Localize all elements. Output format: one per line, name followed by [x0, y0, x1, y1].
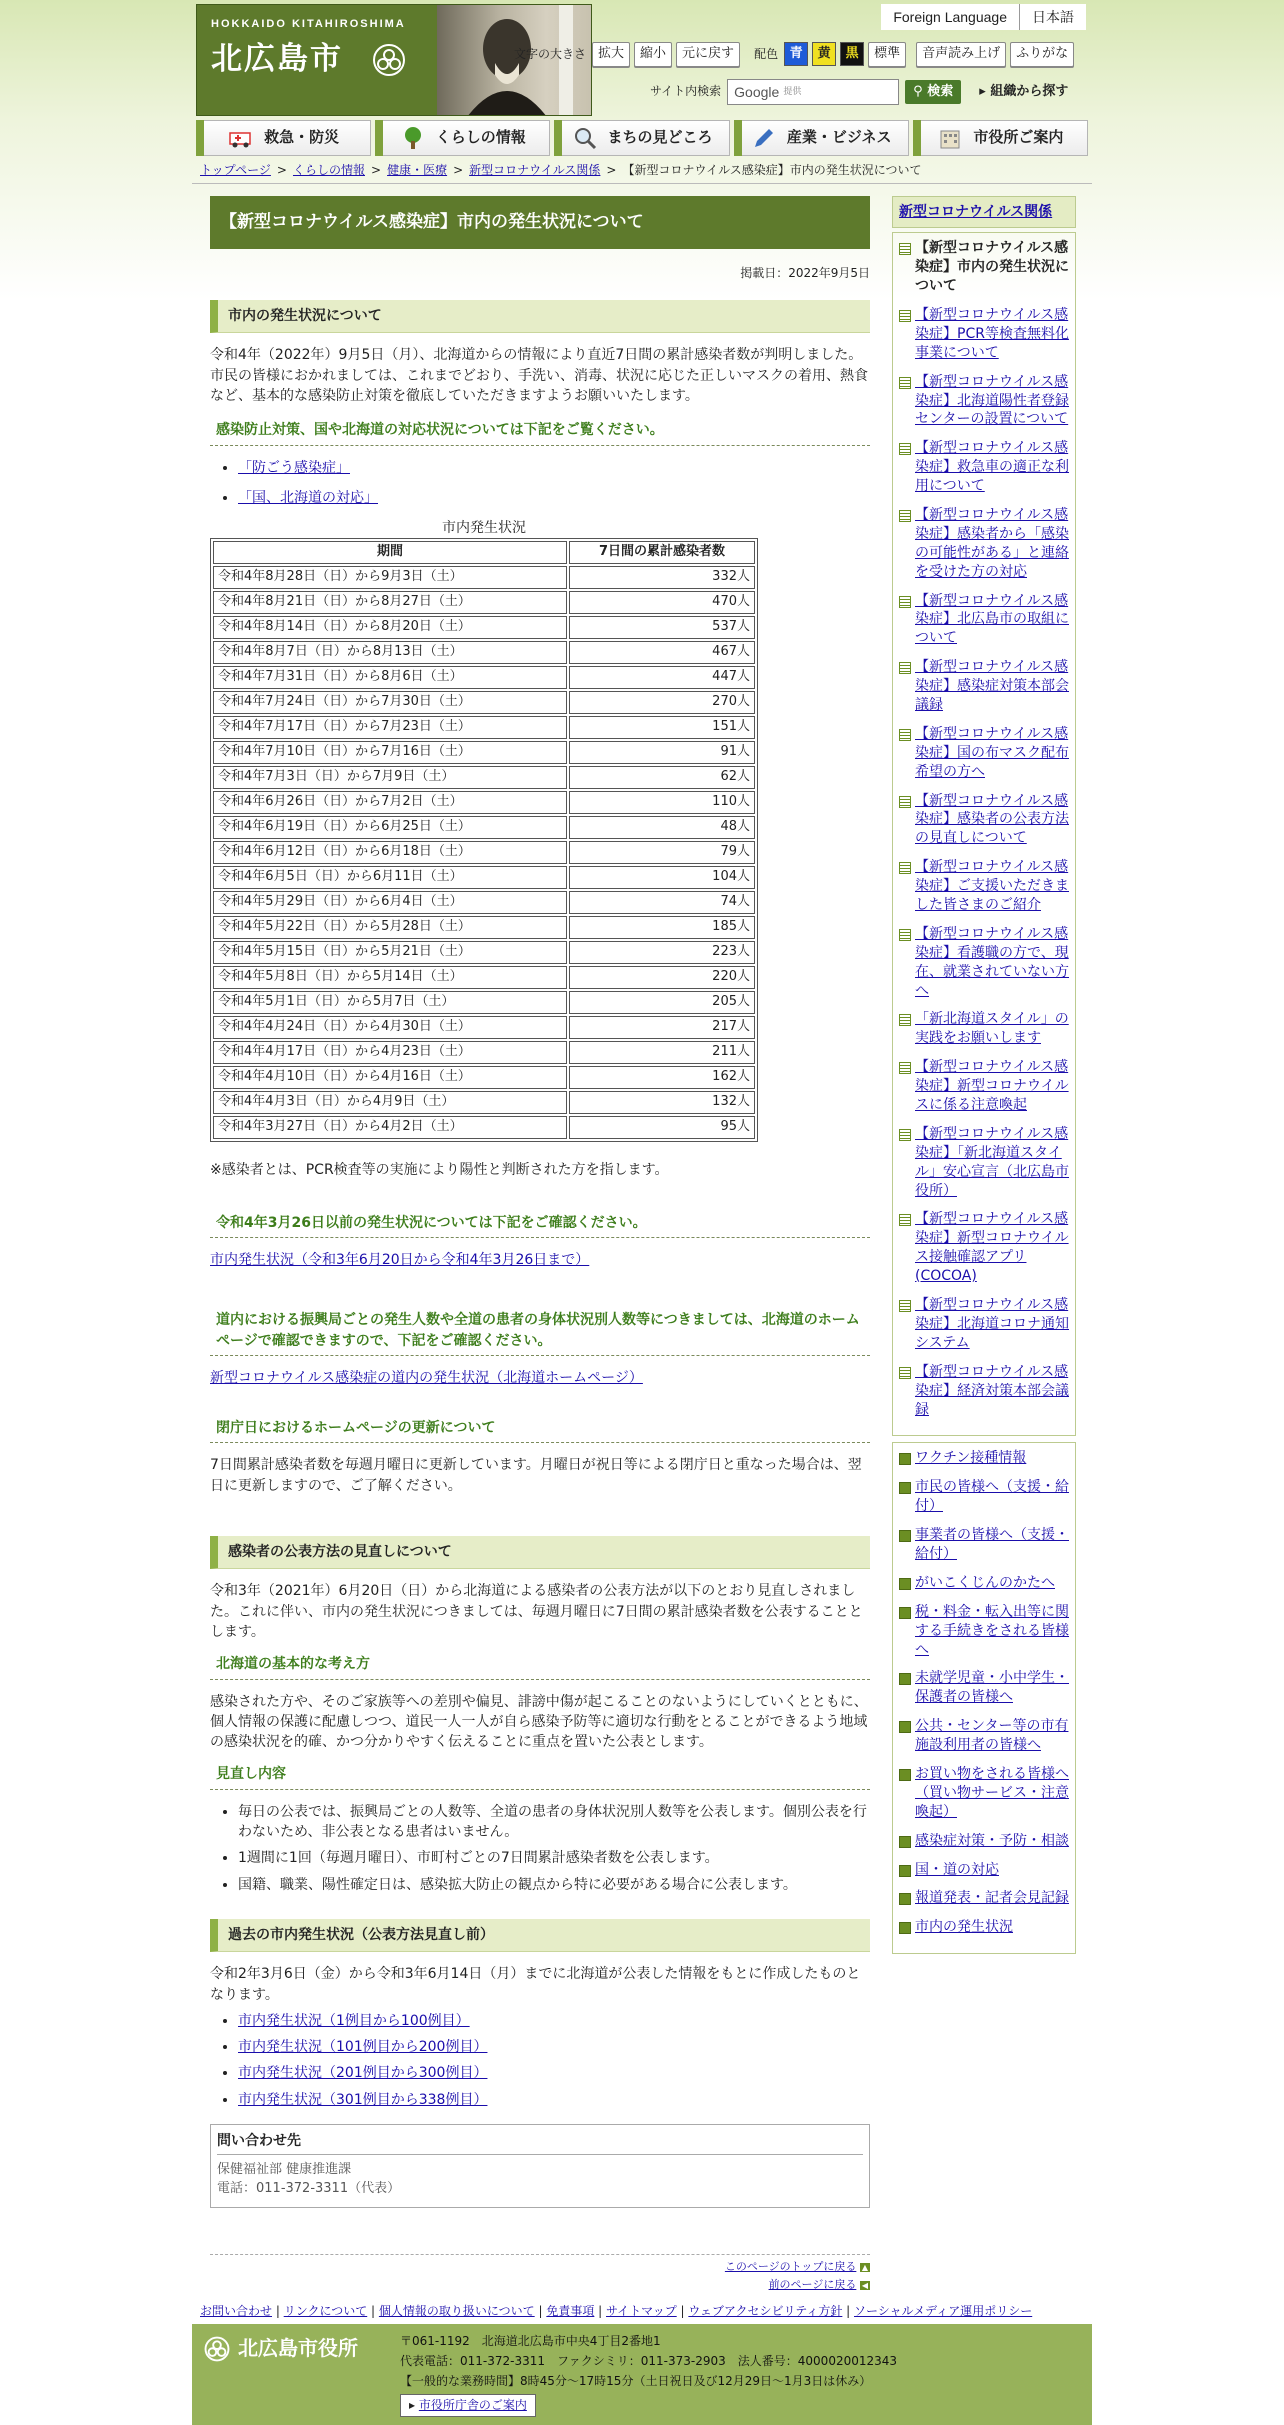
period-cell: 令和4年8月7日（日）から8月13日（土）	[213, 641, 567, 664]
page-bullet-icon	[899, 443, 911, 455]
arrow-right-icon: ▸	[409, 2398, 419, 2412]
page-bullet-icon	[899, 729, 911, 741]
past-status-link-1[interactable]: 市内発生状況（1例目から100例目）	[238, 2012, 470, 2029]
font-enlarge-button[interactable]: 拡大	[592, 42, 630, 67]
period-cell: 令和4年5月1日（日）から5月7日（土）	[213, 991, 567, 1014]
sidebar-item-link[interactable]: 【新型コロナウイルス感染症】新型コロナウイルス接触確認アプリ(COCOA)	[915, 1211, 1069, 1285]
sidebar-item-link[interactable]: 市民の皆様へ（支援・給付）	[915, 1479, 1069, 1515]
sidebar-item[interactable]	[899, 1010, 1069, 1048]
sidebar-item[interactable]	[899, 858, 1069, 915]
table-row	[213, 1091, 755, 1114]
sidebar-item-link[interactable]: 【新型コロナウイルス感染症】救急車の適正な利用について	[915, 440, 1069, 495]
global-nav	[196, 120, 1088, 156]
table-row	[213, 766, 755, 789]
square-bullet-icon	[899, 1453, 911, 1465]
contact-department: 保健福祉部 健康推進課	[217, 2162, 352, 2178]
past-status-link-2[interactable]: 市内発生状況（101例目から200例目）	[238, 2039, 488, 2056]
square-bullet-icon	[899, 1865, 911, 1877]
footer-link-separator: |	[842, 2304, 855, 2318]
breadcrumb-separator: >	[276, 163, 287, 177]
period-cell: 令和4年6月26日（日）から7月2日（土）	[213, 791, 567, 814]
color-standard-button[interactable]: 標準	[868, 42, 906, 67]
gnav-cityhall[interactable]	[913, 120, 1088, 156]
org-search-link[interactable]	[979, 83, 1068, 102]
published-date: 掲載日：2022年9月5日	[740, 265, 870, 280]
count-cell: 223人	[569, 941, 755, 964]
hokkaido-policy-paragraph: 感染された方や、そのご家族等への差別や偏見、誹謗中傷が起こることのないようにしていくとともに、個人情報の保護に配慮しつつ、道民一人一人が自ら感染予防等に適切な行動をとることができるよう地域の感染状況を的確、かつ分かりやすく伝えることに重点を置いた公表とします。	[210, 1693, 868, 1751]
table-row	[213, 891, 755, 914]
sidebar-item[interactable]	[899, 1296, 1069, 1353]
contact-phone: 電話：011-372-3311（代表）	[217, 2181, 401, 2197]
footer-link-separator: |	[676, 2304, 689, 2318]
building-icon	[937, 125, 963, 151]
period-cell: 令和4年4月3日（日）から4月9日（土）	[213, 1091, 567, 1114]
square-bullet-icon	[899, 1836, 911, 1848]
japanese-link[interactable]: 日本語	[1019, 4, 1086, 30]
breadcrumb	[200, 162, 922, 179]
sidebar-item-link[interactable]: 【新型コロナウイルス感染症】感染症対策本部会議録	[915, 659, 1069, 713]
section-heading-past-status: 過去の市内発生状況（公表方法見直し前）	[210, 1919, 870, 1952]
sidebar-item[interactable]	[899, 439, 1069, 496]
search-placeholder: Google	[734, 83, 780, 100]
table-row	[213, 841, 755, 864]
sidebar-item[interactable]	[899, 1478, 1069, 1516]
column-header-count: 7日間の累計感染者数	[569, 541, 755, 564]
arrow-right-icon: ▸	[979, 83, 991, 99]
count-cell: 151人	[569, 716, 755, 739]
back-arrow-icon: ◀	[861, 2280, 868, 2290]
period-cell: 令和4年4月24日（日）から4月30日（土）	[213, 1016, 567, 1039]
count-cell: 104人	[569, 866, 755, 889]
count-cell: 467人	[569, 641, 755, 664]
publication-paragraph: 令和3年（2021年）6月20日（日）から北海道による感染者の公表方法が以下のとおり見直しされました。これに伴い、市内の発生状況につきましては、毎週月曜日に7日間の累計感染者数を公表することとします。	[210, 1583, 863, 1640]
column-header-period: 期間	[213, 541, 567, 564]
past-status-link-3[interactable]: 市内発生状況（201例目から300例目）	[238, 2065, 488, 2082]
footer-hours: 【一般的な業務時間】8時45分～17時15分（土日祝日及び12月29日～1月3日は休み）	[400, 2373, 872, 2388]
sidebar-item-link[interactable]: お買い物をされる皆様へ（買い物サービス・注意喚起）	[915, 1765, 1069, 1820]
back-to-top-link[interactable]: このページのトップに戻る	[724, 2260, 857, 2273]
table-row	[213, 1041, 755, 1064]
footer-org-name: 北広島市役所	[238, 2336, 358, 2360]
font-reset-button[interactable]: 元に戻す	[676, 42, 740, 67]
list-item: • 1週間に1回（毎週月曜日）、市町村ごとの7日間累計感染者数を公表します。	[238, 1848, 870, 1868]
count-cell: 217人	[569, 1016, 755, 1039]
count-cell: 48人	[569, 816, 755, 839]
subheading-hokkaido-policy: 北海道の基本的な考え方	[210, 1650, 870, 1679]
footer-link[interactable]: お問い合わせ	[200, 2304, 273, 2318]
page-bullet-icon	[899, 1214, 911, 1226]
period-cell: 令和4年7月31日（日）から8月6日（土）	[213, 666, 567, 689]
sidebar-item-current	[899, 239, 1069, 296]
footer-address: 〒061-1192 北海道北広島市中央4丁目2番地1	[400, 2334, 661, 2348]
sidebar-item[interactable]	[899, 1832, 1069, 1851]
sidebar-item[interactable]	[899, 592, 1069, 649]
count-cell: 220人	[569, 966, 755, 989]
square-bullet-icon	[899, 1530, 911, 1542]
font-size-label: 文字の大きさ	[514, 46, 587, 61]
list-item	[238, 2090, 870, 2110]
city-emblem-icon	[204, 2336, 230, 2362]
period-cell: 令和4年7月24日（日）から7月30日（土）	[213, 691, 567, 714]
page-bullet-icon	[899, 510, 911, 522]
sidebar-item[interactable]	[899, 792, 1069, 849]
list-item	[238, 2037, 870, 2057]
list-item	[238, 2063, 870, 2083]
page-bullet-icon	[899, 377, 911, 389]
footer-link-separator: |	[594, 2304, 607, 2318]
logo-roman-text: HOKKAIDO KITAHIROSHIMA	[211, 18, 406, 30]
color-label: 配色	[754, 46, 779, 61]
sidebar-item[interactable]	[899, 725, 1069, 782]
site-search	[650, 79, 1068, 105]
sidebar-title[interactable]	[892, 196, 1076, 228]
government-response-link[interactable]: 「国、北海道の対応」	[238, 489, 378, 506]
table-row	[213, 1066, 755, 1089]
page-bullet-icon	[899, 596, 911, 608]
period-cell: 令和4年8月21日（日）から8月27日（土）	[213, 591, 567, 614]
sidebar-item-link[interactable]: 【新型コロナウイルス感染症】国の布マスク配布希望の方へ	[915, 725, 1069, 780]
page-top-links	[210, 2254, 870, 2295]
count-cell: 537人	[569, 616, 755, 639]
period-cell: 令和4年6月19日（日）から6月25日（土）	[213, 816, 567, 839]
period-cell: 令和4年8月28日（日）から9月3日（土）	[213, 566, 567, 589]
search-button[interactable]	[905, 80, 961, 105]
sidebar-item[interactable]	[899, 1574, 1069, 1593]
breadcrumb-divider	[192, 183, 1092, 184]
count-cell: 470人	[569, 591, 755, 614]
period-cell: 令和4年6月5日（日）から6月11日（土）	[213, 866, 567, 889]
contact-heading: 問い合わせ先	[217, 2131, 863, 2155]
gnav-business-label: 産業・ビジネス	[786, 128, 892, 147]
breadcrumb-link-living[interactable]: くらしの情報	[292, 163, 365, 177]
sidebar-item-link[interactable]: 事業者の皆様へ（支援・給付）	[915, 1527, 1069, 1562]
period-cell: 令和4年4月17日（日）から4月23日（土）	[213, 1041, 567, 1064]
period-cell: 令和4年5月15日（日）から5月21日（土）	[213, 941, 567, 964]
sidebar-item[interactable]	[899, 306, 1069, 363]
page-title: 【新型コロナウイルス感染症】市内の発生状況について	[210, 196, 870, 249]
page-bullet-icon	[899, 929, 911, 941]
sidebar-item-link[interactable]: 【新型コロナウイルス感染症】PCR等検査無料化事業について	[915, 306, 1069, 361]
color-black-button[interactable]: 黒	[840, 42, 864, 66]
list-item	[238, 2011, 870, 2031]
footer-link[interactable]: 個人情報の取り扱いについて	[378, 2304, 535, 2318]
previous-page-link[interactable]: 前のページに戻る	[768, 2277, 857, 2291]
font-shrink-button[interactable]: 縮小	[634, 42, 672, 67]
sidebar-item-link[interactable]: 【新型コロナウイルス感染症】経済対策本部会議録	[915, 1363, 1069, 1418]
sidebar-title-link[interactable]: 新型コロナウイルス関係	[899, 204, 1053, 220]
breadcrumb-separator: >	[606, 163, 617, 177]
sidebar-item[interactable]	[899, 1363, 1069, 1420]
sidebar-item-link[interactable]: 【新型コロナウイルス感染症】北海道陽性者登録センターの設置について	[915, 373, 1069, 428]
count-cell: 110人	[569, 791, 755, 814]
site-header	[192, 0, 1092, 147]
table-row	[213, 966, 755, 989]
table-row	[213, 816, 755, 839]
square-bullet-icon	[899, 1769, 911, 1781]
table-row	[213, 641, 755, 664]
count-cell: 162人	[569, 1066, 755, 1089]
sidebar-item-link[interactable]: 【新型コロナウイルス感染症】看護職の方で、現在、就業されていない方へ	[915, 925, 1069, 999]
gnav-business[interactable]	[734, 120, 909, 156]
gnav-sights[interactable]	[554, 120, 729, 156]
section-heading-status: 市内の発生状況について	[210, 300, 870, 333]
holiday-update-paragraph: 7日間累計感染者数を毎週月曜日に更新しています。月曜日が祝日等による閉庁日と重なった場合は、翌日に更新しますので、ご了解ください。	[210, 1457, 862, 1494]
footer-link-separator: |	[367, 2304, 379, 2318]
square-bullet-icon	[899, 1721, 911, 1733]
square-bullet-icon	[899, 1673, 911, 1685]
gnav-living[interactable]	[375, 120, 550, 156]
page-bullet-icon	[899, 1367, 911, 1379]
subheading-prevention: 感染防止対策、国や北海道の対応状況については下記をご覧ください。	[210, 416, 870, 445]
sidebar-covid-list	[892, 232, 1076, 1436]
sidebar-item[interactable]	[899, 1918, 1069, 1937]
gnav-living-label: くらしの情報	[435, 128, 526, 147]
org-search-label: 組織から探す	[990, 83, 1069, 99]
sidebar-item-link[interactable]: 【新型コロナウイルス感染症】北広島市の取組について	[915, 592, 1069, 647]
subheading-earlier-status: 令和4年3月26日以前の発生状況については下記をご確認ください。	[210, 1209, 870, 1238]
sidebar-item-link[interactable]: 【新型コロナウイルス感染症】ご支援いただきました皆さまのご紹介	[915, 859, 1069, 914]
earlier-status-link[interactable]: 市内発生状況（令和3年6月20日から令和4年3月26日まで）	[210, 1252, 590, 1268]
sidebar-item[interactable]	[899, 1861, 1069, 1880]
period-cell: 令和4年6月12日（日）から6月18日（土）	[213, 841, 567, 864]
sidebar-item-link[interactable]: 【新型コロナウイルス感染症】感染者の公表方法の見直しについて	[915, 792, 1069, 847]
site-footer	[192, 2324, 1092, 2425]
color-blue-button[interactable]: 青	[784, 42, 808, 66]
subheading-hokkaido-status: 道内における振興局ごとの発生人数や全道の患者の身体状況別人数等につきましては、北海道のホームページで確認できますので、下記をご確認ください。	[210, 1306, 870, 1356]
sidebar-item-link[interactable]: がいこくじんのかたへ	[915, 1574, 1055, 1591]
status-paragraph-1: 令和4年（2022年）9月5日（月）、北海道からの情報により直近7日間の累計感染者数が判明しました。	[210, 347, 863, 364]
sidebar-item[interactable]	[899, 1210, 1069, 1286]
subheading-revision: 見直し内容	[210, 1760, 870, 1789]
list-item: • 毎日の公表では、振興局ごとの人数等、全道の患者の身体状況別人数等を公表します。個別公表を行わないため、非公表となる患者はいません。	[238, 1802, 870, 1843]
sidebar-item-link[interactable]: 税・料金・転入出等に関する手続きをされる皆様へ	[915, 1603, 1069, 1658]
count-cell: 132人	[569, 1091, 755, 1114]
breadcrumb-separator: >	[371, 163, 382, 177]
period-cell: 令和4年7月10日（日）から7月16日（土）	[213, 741, 567, 764]
sidebar-item-link[interactable]: 国・道の対応	[915, 1861, 999, 1878]
period-cell: 令和4年8月14日（日）から8月20日（土）	[213, 616, 567, 639]
page-bullet-icon	[899, 662, 911, 674]
sidebar-item[interactable]	[899, 373, 1069, 430]
table-row	[213, 1116, 755, 1139]
footer-link[interactable]: リンクについて	[283, 2304, 368, 2318]
list-item	[238, 488, 870, 508]
table-header-row	[213, 541, 755, 564]
square-bullet-icon	[899, 1482, 911, 1494]
page-bullet-icon	[899, 862, 911, 874]
breadcrumb-separator: >	[453, 163, 464, 177]
table-caption: 市内発生状況	[442, 520, 526, 537]
cases-note: ※感染者とは、PCR検査等の実施により陽性と判断された方を指します。	[210, 1162, 669, 1179]
square-bullet-icon	[899, 1578, 911, 1590]
past-status-link-list	[238, 2011, 870, 2110]
breadcrumb-current: 【新型コロナウイルス感染症】市内の発生状況について	[622, 163, 922, 177]
color-yellow-button[interactable]: 黄	[812, 42, 836, 66]
period-cell: 令和4年5月29日（日）から6月4日（土）	[213, 891, 567, 914]
sidebar-item[interactable]	[899, 1125, 1069, 1201]
square-bullet-icon	[899, 1922, 911, 1934]
footer-phone: 代表電話：011-372-3311 ファクシミリ：011-373-2903 法人番号：4000020012343	[400, 2353, 898, 2368]
list-item: • 国籍、職業、陽性確定日は、感染拡大防止の観点から特に必要がある場合に公表します。	[238, 1875, 870, 1895]
cityhall-guide-button[interactable]	[400, 2394, 536, 2417]
table-row	[213, 791, 755, 814]
list-item	[238, 458, 870, 478]
table-row	[213, 916, 755, 939]
sidebar-item[interactable]	[899, 1717, 1069, 1755]
up-arrow-icon: ▲	[861, 2263, 868, 2272]
sidebar-item-label: 【新型コロナウイルス感染症】市内の発生状況について	[915, 240, 1069, 295]
prevention-link-list	[238, 458, 870, 509]
sidebar-item-link[interactable]: 【新型コロナウイルス感染症】北海道コロナ通知システム	[915, 1297, 1069, 1351]
footer-logo	[204, 2334, 358, 2363]
gnav-sights-label: まちの見どころ	[607, 128, 713, 147]
sidebar-item[interactable]	[899, 1603, 1069, 1660]
foreign-language-link[interactable]: Foreign Language	[881, 4, 1019, 30]
sidebar-item-link[interactable]: 【新型コロナウイルス感染症】新型コロナウイルスに係る注意喚起	[915, 1059, 1069, 1114]
count-cell: 62人	[569, 766, 755, 789]
period-cell: 令和4年3月27日（日）から4月2日（土）	[213, 1116, 567, 1139]
table-row	[213, 991, 755, 1014]
square-bullet-icon	[899, 1607, 911, 1619]
sidebar	[892, 196, 1076, 1954]
period-cell: 令和4年5月8日（日）から5月14日（土）	[213, 966, 567, 989]
count-cell: 205人	[569, 991, 755, 1014]
square-bullet-icon	[899, 1893, 911, 1905]
footer-link-separator: |	[534, 2304, 547, 2318]
table-row	[213, 591, 755, 614]
count-cell: 332人	[569, 566, 755, 589]
footer-link[interactable]: ウェブアクセシビリティ方針	[688, 2304, 843, 2318]
ruby-button[interactable]: ふりがな	[1010, 42, 1074, 67]
breadcrumb-link-top[interactable]: トップページ	[200, 163, 271, 177]
ambulance-icon	[228, 125, 254, 151]
sidebar-item[interactable]	[899, 1765, 1069, 1822]
gnav-emergency-label: 救急・防災	[264, 128, 340, 147]
accessibility-toolbar	[510, 42, 1074, 67]
past-status-paragraph: 令和2年3月6日（金）から令和3年6月14日（月）までに北海道が公表した情報をもとに作成したものとなります。	[210, 1966, 861, 2003]
search-input[interactable]	[727, 79, 899, 105]
sidebar-item[interactable]	[899, 1058, 1069, 1115]
table-row	[213, 1016, 755, 1039]
speech-button[interactable]: 音声読み上げ	[916, 42, 1006, 67]
tree-icon	[400, 125, 426, 151]
page-bullet-icon	[899, 310, 911, 322]
section-heading-publication: 感染者の公表方法の見直しについて	[210, 1536, 870, 1569]
sidebar-item[interactable]	[899, 506, 1069, 582]
sidebar-category-list	[892, 1442, 1076, 1954]
main-content	[210, 196, 870, 2208]
page-bullet-icon	[899, 1300, 911, 1312]
table-row	[213, 666, 755, 689]
past-status-link-4[interactable]: 市内発生状況（301例目から338例目）	[238, 2091, 488, 2108]
sidebar-item[interactable]	[899, 1889, 1069, 1908]
hokkaido-status-link[interactable]: 新型コロナウイルス感染症の道内の発生状況（北海道ホームページ）	[210, 1369, 643, 1386]
table-row	[213, 616, 755, 639]
top-nav	[881, 4, 1086, 30]
sidebar-item[interactable]	[899, 1526, 1069, 1564]
page-bullet-icon	[899, 796, 911, 808]
table-row	[213, 941, 755, 964]
count-cell: 74人	[569, 891, 755, 914]
sidebar-item-link[interactable]: 【新型コロナウイルス感染症】「新北海道スタイル」安心宣言（北広島市役所）	[915, 1125, 1069, 1199]
period-cell: 令和4年5月22日（日）から5月28日（土）	[213, 916, 567, 939]
period-cell: 令和4年7月17日（日）から7月23日（土）	[213, 716, 567, 739]
count-cell: 185人	[569, 916, 755, 939]
breadcrumb-link-covid[interactable]: 新型コロナウイルス関係	[469, 163, 601, 177]
cases-table	[210, 538, 758, 1142]
status-paragraph-2: 市民の皆様におかれましては、これまでどおり、手洗い、消毒、状況に応じた正しいマスクの着用、熱食など、基本的な感染防止対策を徹底していただきますようお願いいたします。	[210, 367, 868, 404]
breadcrumb-link-health[interactable]: 健康・医療	[387, 163, 448, 177]
sidebar-item-link[interactable]: 未就学児童・小中学生・保護者の皆様へ	[915, 1670, 1069, 1706]
table-row	[213, 866, 755, 889]
sidebar-item[interactable]	[899, 1669, 1069, 1707]
sidebar-item-link[interactable]: 「新北海道スタイル」の実践をお願いします	[915, 1011, 1069, 1047]
count-cell: 270人	[569, 691, 755, 714]
count-cell: 211人	[569, 1041, 755, 1064]
prevention-link[interactable]: 「防ごう感染症」	[238, 459, 350, 476]
sidebar-item-link[interactable]: ワクチン接種情報	[915, 1450, 1027, 1467]
count-cell: 95人	[569, 1116, 755, 1139]
period-cell: 令和4年7月3日（日）から7月9日（土）	[213, 766, 567, 789]
page-bullet-icon	[899, 243, 911, 255]
revision-list	[238, 1802, 870, 1895]
city-emblem-icon	[372, 43, 406, 77]
footer-link[interactable]: ソーシャルメディア運用ポリシー	[854, 2304, 1033, 2318]
sidebar-item-link[interactable]: 感染症対策・予防・相談	[915, 1832, 1069, 1849]
table-row	[213, 566, 755, 589]
search-icon: ⚲	[913, 83, 928, 99]
sidebar-item-link[interactable]: 【新型コロナウイルス感染症】感染者から「感染の可能性がある」と連絡を受けた方の対応	[915, 506, 1069, 580]
footer-link[interactable]: 免責事項	[546, 2304, 595, 2318]
count-cell: 79人	[569, 841, 755, 864]
magnifier-icon	[572, 125, 598, 151]
page-bullet-icon	[899, 1062, 911, 1074]
footer-link[interactable]: サイトマップ	[606, 2304, 677, 2318]
sidebar-item-link[interactable]: 報道発表・記者会見記録	[915, 1890, 1069, 1907]
sidebar-item[interactable]	[899, 1449, 1069, 1468]
sidebar-item[interactable]	[899, 925, 1069, 1001]
sidebar-item[interactable]	[899, 658, 1069, 715]
sidebar-item-link[interactable]: 公共・センター等の市有施設利用者の皆様へ	[915, 1718, 1069, 1754]
footer-links	[200, 2303, 1032, 2320]
footer-link-separator: |	[272, 2304, 284, 2318]
pen-icon	[751, 125, 777, 151]
search-provider-note: 提供	[783, 86, 802, 97]
cityhall-guide-link[interactable]: 市役所庁舎のご案内	[418, 2398, 527, 2412]
count-cell: 447人	[569, 666, 755, 689]
gnav-emergency[interactable]	[196, 120, 371, 156]
subheading-holiday-update: 閉庁日におけるホームページの更新について	[210, 1414, 870, 1443]
logo-city-name: 北広島市	[211, 41, 343, 77]
period-cell: 令和4年4月10日（日）から4月16日（土）	[213, 1066, 567, 1089]
page-bullet-icon	[899, 1129, 911, 1141]
table-row	[213, 741, 755, 764]
sidebar-item-link[interactable]: 市内の発生状況	[915, 1919, 1013, 1936]
footer-info	[400, 2332, 897, 2391]
search-button-label: 検索	[927, 83, 954, 99]
contact-box	[210, 2124, 870, 2208]
table-row	[213, 691, 755, 714]
page-bullet-icon	[899, 1014, 911, 1026]
site-search-label: サイト内検索	[650, 84, 722, 99]
count-cell: 91人	[569, 741, 755, 764]
table-row	[213, 716, 755, 739]
gnav-cityhall-label: 市役所ご案内	[973, 128, 1064, 147]
